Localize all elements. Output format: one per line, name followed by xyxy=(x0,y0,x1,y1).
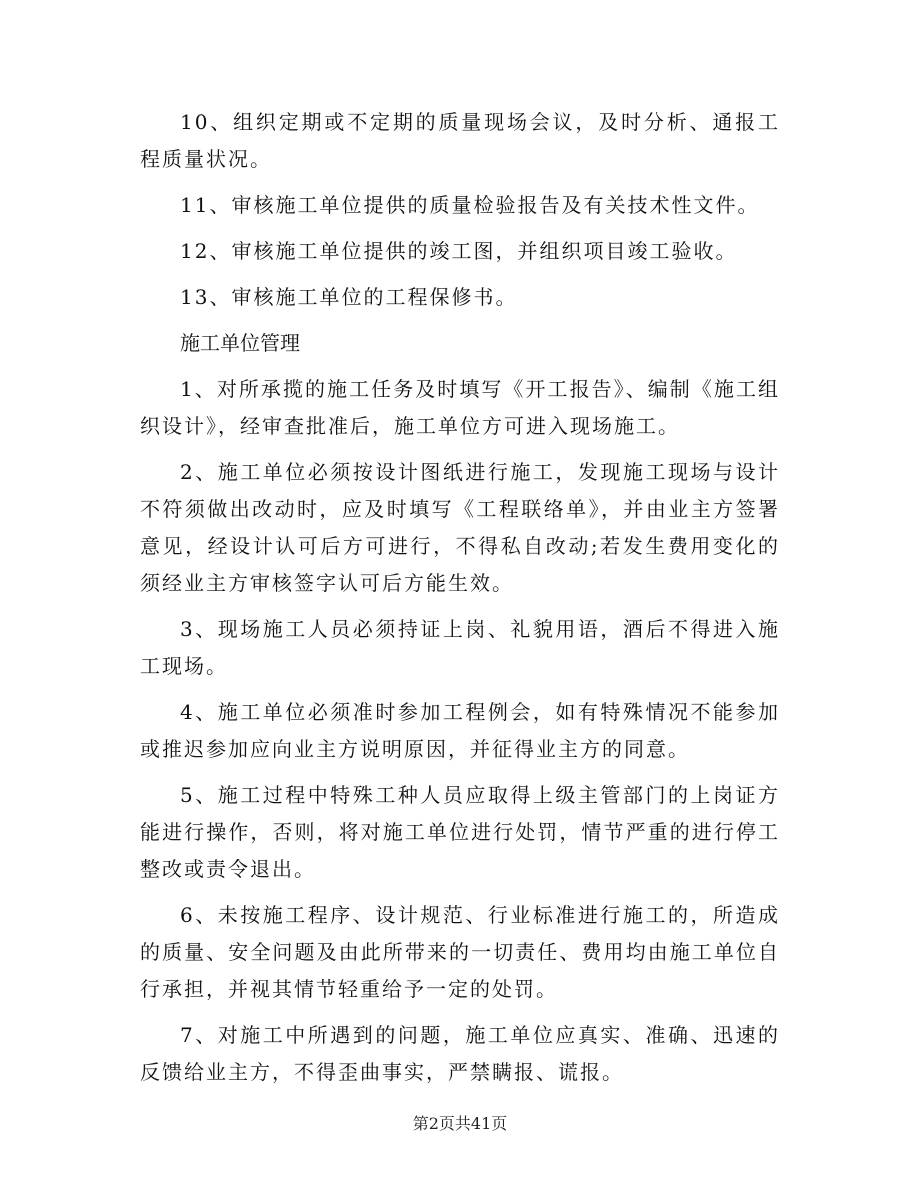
paragraph-item-11: 11、审核施工单位提供的质量检验报告及有关技术性文件。 xyxy=(180,193,760,217)
document-body xyxy=(140,104,780,1100)
paragraph-item-2: 2、施工单位必须按设计图纸进行施工，发现施工现场与设计不符须做出改动时，应及时填写《工程联络单》，并由业主方签署意见，经设计认可后方可进行，不得私自改动;若发生费用变化的须经业主方审核签字认可后方能生效。 xyxy=(140,460,780,595)
page-number-footer: 第2页共41页 xyxy=(412,1114,508,1133)
paragraph-item-12: 12、审核施工单位提供的竣工图，并组织项目竣工验收。 xyxy=(180,239,738,263)
paragraph-item-10: 10、组织定期或不定期的质量现场会议，及时分析、通报工程质量状况。 xyxy=(140,110,780,171)
paragraph-item-4: 4、施工单位必须准时参加工程例会，如有特殊情况不能参加或推迟参加应向业主方说明原因，并征得业主方的同意。 xyxy=(140,700,780,761)
paragraph-item-1: 1、对所承揽的施工任务及时填写《开工报告》、编制《施工组织设计》，经审查批准后，施工单位方可进入现场施工。 xyxy=(140,377,780,438)
section-heading: 施工单位管理 xyxy=(180,331,300,355)
paragraph-item-7: 7、对施工中所遇到的问题，施工单位应真实、准确、迅速的反馈给业主方，不得歪曲事实，严禁瞒报、谎报。 xyxy=(140,1023,780,1084)
paragraph-item-3: 3、现场施工人员必须持证上岗、礼貌用语，酒后不得进入施工现场。 xyxy=(140,617,780,678)
paragraph-item-5: 5、施工过程中特殊工种人员应取得上级主管部门的上岗证方能进行操作，否则，将对施工单位进行处罚，情节严重的进行停工整改或责令退出。 xyxy=(140,783,780,881)
paragraph-item-13: 13、审核施工单位的工程保修书。 xyxy=(180,285,518,309)
paragraph-item-6: 6、未按施工程序、设计规范、行业标准进行施工的，所造成的质量、安全问题及由此所带来的一切责任、费用均由施工单位自行承担，并视其情节轻重给予一定的处罚。 xyxy=(140,903,780,1001)
